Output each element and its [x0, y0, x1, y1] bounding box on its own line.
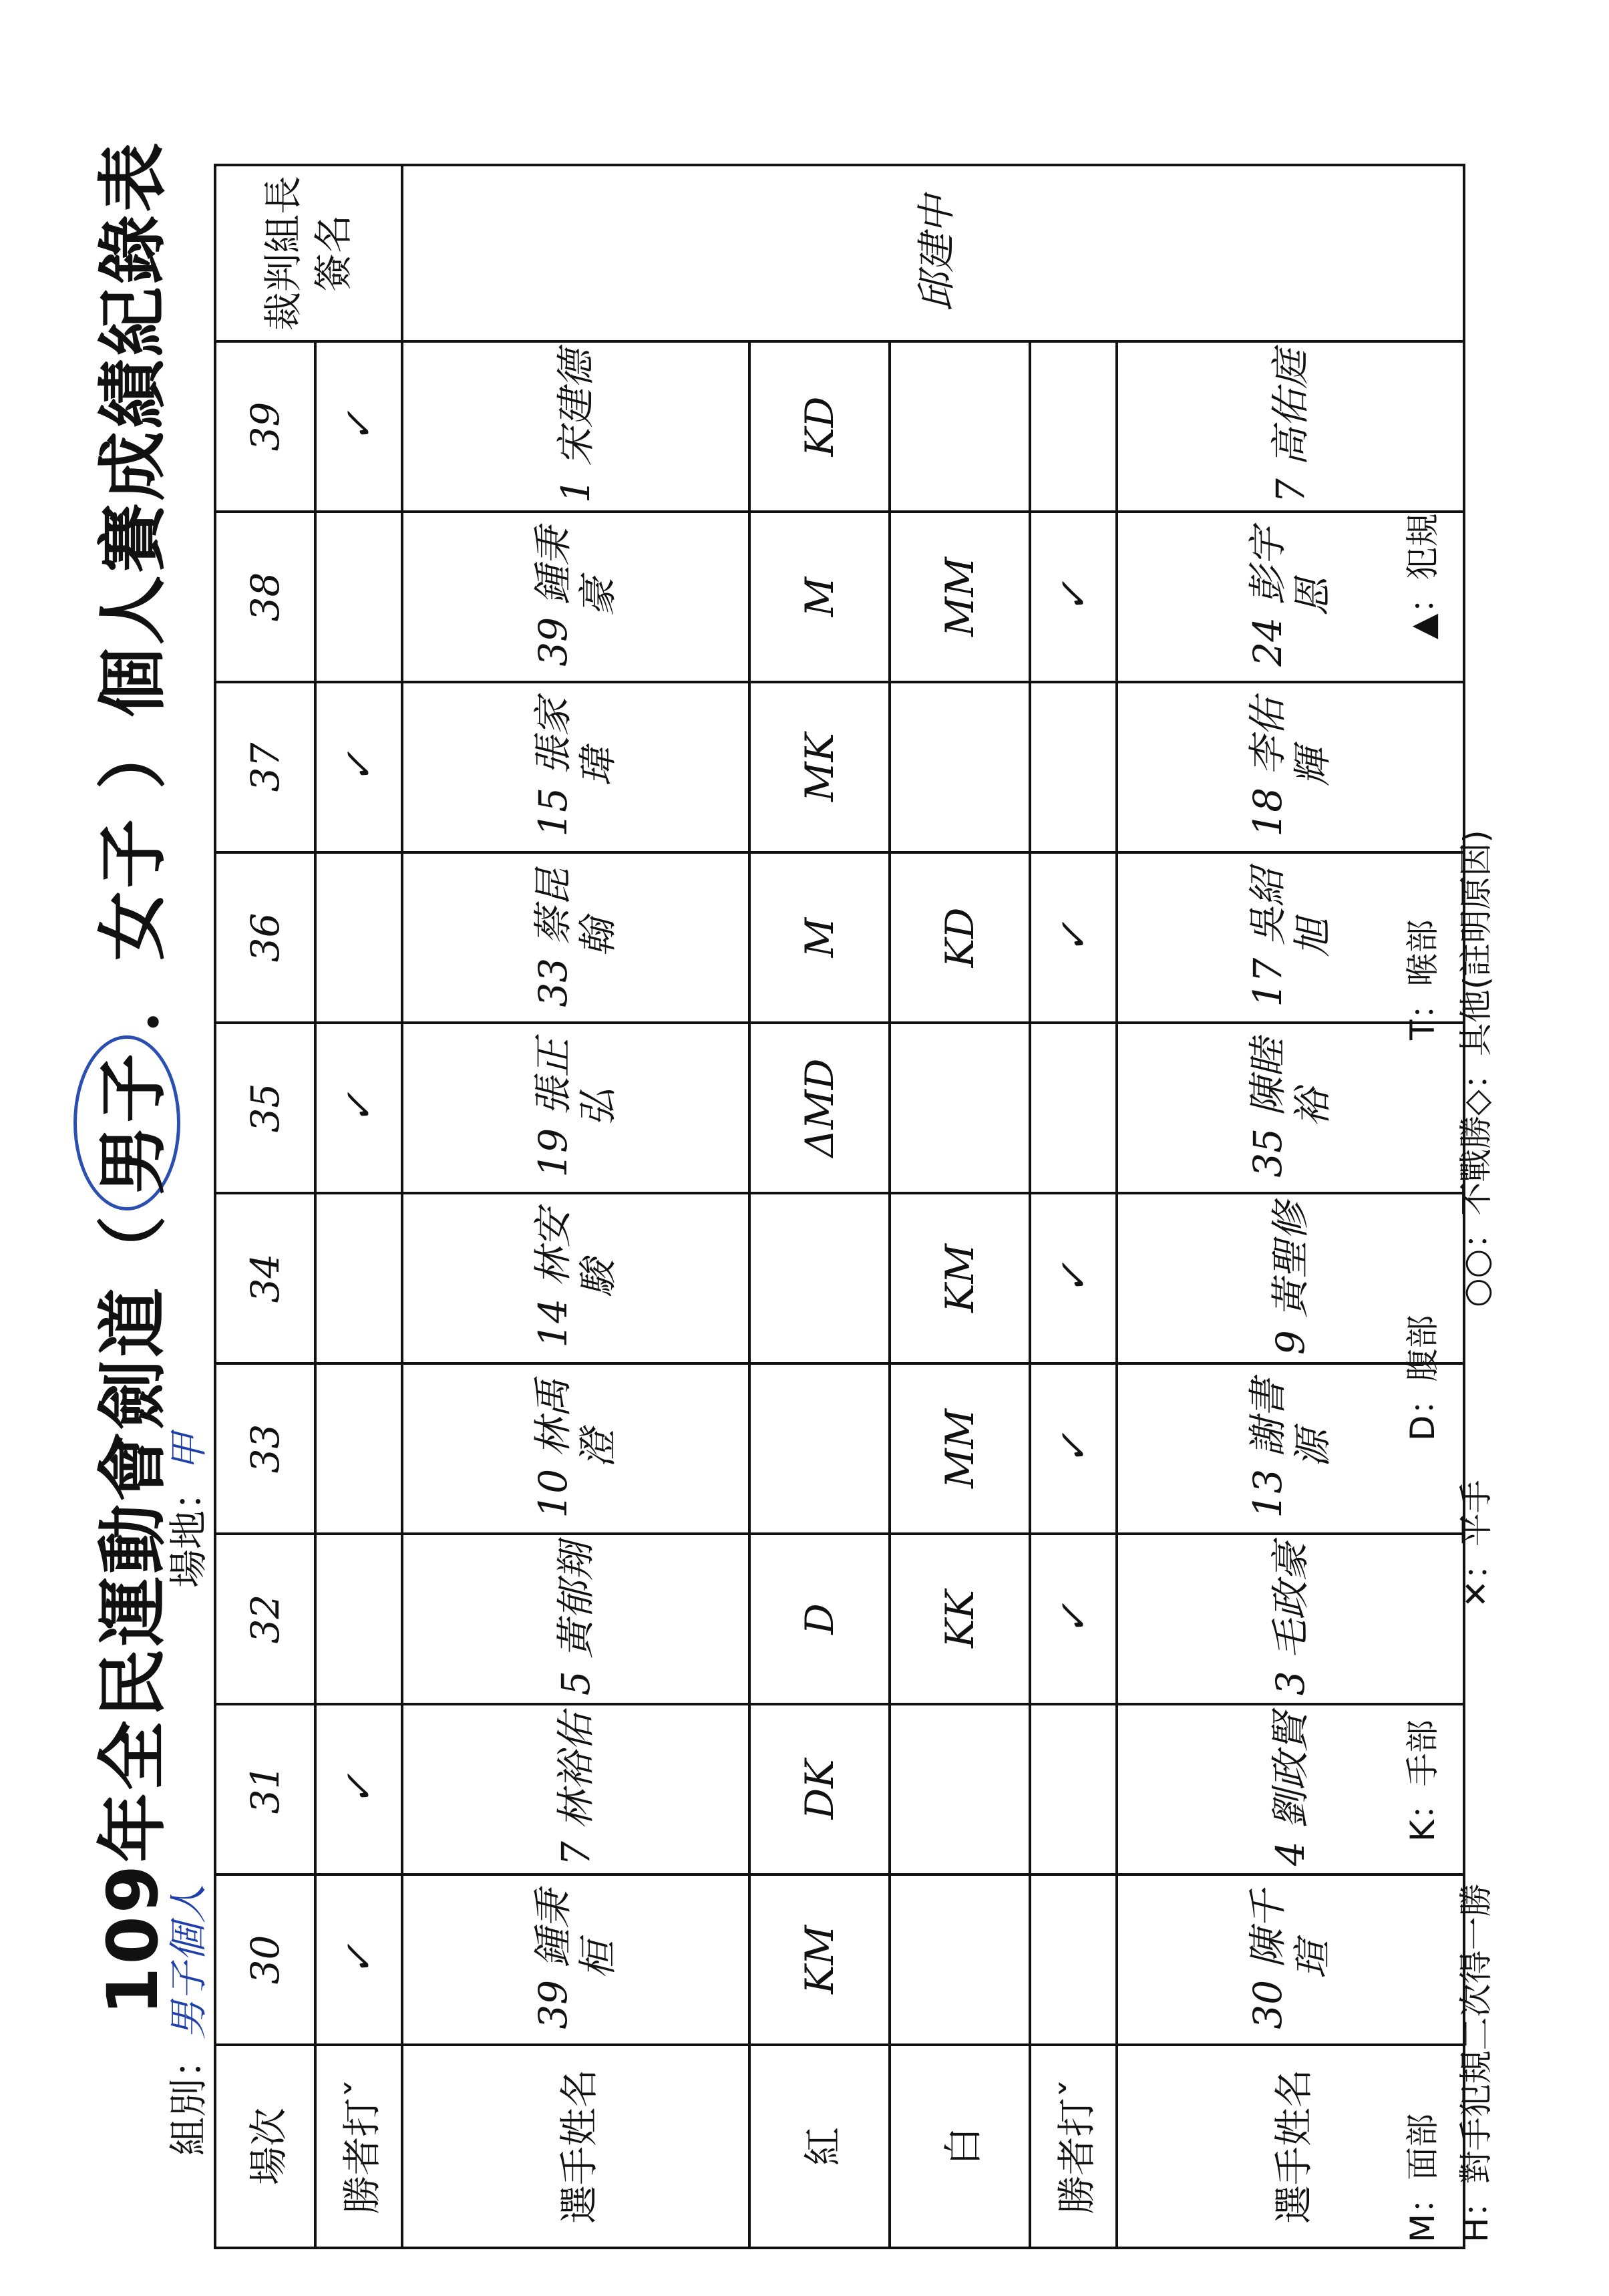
table-row: [1030, 165, 1117, 2248]
cell-top-name: 15 張家瑋: [402, 682, 749, 852]
table-row: [315, 165, 402, 2248]
cell-bottom-win: [1030, 1023, 1117, 1193]
cell-bottom-name: 24 彭宇恩: [1117, 512, 1464, 682]
legend-item: ○○：不戰勝◇：其他(註明原因): [1457, 830, 1495, 1307]
cell-no: 33: [215, 1363, 315, 1534]
table-row: [215, 165, 315, 2248]
page-title: [73, 140, 180, 2015]
cell-top-name: 33 蔡昆翰: [402, 852, 749, 1023]
cell-top-name: 7 林裕佑: [402, 1704, 749, 1874]
cell-white: MM: [890, 1363, 1030, 1534]
cell-no: 31: [215, 1704, 315, 1874]
results-table: [214, 164, 1465, 2249]
cell-top-win: ✓: [315, 341, 402, 512]
row-header-white: 白: [890, 2045, 1030, 2248]
cell-bottom-name: 3 毛政豪: [1117, 1534, 1464, 1704]
cell-red: M: [749, 512, 890, 682]
table-row: [890, 165, 1030, 2248]
cell-top-name: 10 林禹澄: [402, 1363, 749, 1534]
legend-item: ▲：犯規: [1403, 513, 1442, 639]
cell-no: 37: [215, 682, 315, 852]
signature-header: 裁判組長簽名: [215, 165, 402, 341]
cell-top-win: ✓: [315, 1874, 402, 2045]
cell-red: D: [749, 1534, 890, 1704]
cell-top-win: [315, 1363, 402, 1534]
cell-no: 35: [215, 1023, 315, 1193]
cell-white: KK: [890, 1534, 1030, 1704]
cell-bottom-name: 17 吳紹旭: [1117, 852, 1464, 1023]
legend-item: H：對手犯規二次得一勝: [1457, 1883, 1495, 2243]
cell-top-name: 1 宋建德: [402, 341, 749, 512]
cell-bottom-name: 13 謝書源: [1117, 1363, 1464, 1534]
cell-bottom-win: ✓: [1030, 1534, 1117, 1704]
cell-white: [890, 1704, 1030, 1874]
table-row: [402, 165, 749, 2248]
cell-bottom-name: 9 黃聖修: [1117, 1193, 1464, 1363]
row-header-match-no: 場次: [215, 2045, 315, 2248]
group-label: 組別：: [166, 2039, 211, 2156]
legend-item: D：腹部: [1403, 1315, 1442, 1441]
cell-bottom-name: 4 劉政賢: [1117, 1704, 1464, 1874]
cell-bottom-win: [1030, 682, 1117, 852]
row-header-player-bottom: 選手姓名: [1117, 2045, 1464, 2248]
title-circled-option: 男子: [73, 1035, 180, 1210]
signature-handwritten: 邱建中: [402, 165, 1464, 341]
venue-field: [157, 1433, 213, 1588]
cell-white: MM: [890, 512, 1030, 682]
table-row: [749, 165, 890, 2248]
row-header-winner-bottom: 勝者打ˇ: [1030, 2045, 1117, 2248]
legend-item: T：喉部: [1403, 919, 1442, 1040]
cell-white: KD: [890, 852, 1030, 1023]
cell-red: DK: [749, 1704, 890, 1874]
cell-bottom-win: [1030, 1704, 1117, 1874]
group-value: 男子個人: [166, 1884, 211, 2039]
cell-top-name: 5 黃郁翔: [402, 1534, 749, 1704]
row-header-red: 紅: [749, 2045, 890, 2248]
legend-item: M：面部: [1403, 2113, 1442, 2243]
cell-bottom-win: ✓: [1030, 1363, 1117, 1534]
cell-red: KM: [749, 1874, 890, 2045]
cell-red: M: [749, 852, 890, 1023]
cell-red: [749, 1193, 890, 1363]
legend-item: ✕：平手: [1457, 1480, 1495, 1608]
cell-top-win: ✓: [315, 1023, 402, 1193]
cell-white: [890, 341, 1030, 512]
cell-top-win: [315, 1534, 402, 1704]
legend-item: K：手部: [1403, 1719, 1442, 1842]
legend-line-2: [1449, 506, 1497, 2243]
cell-bottom-name: 35 陳睦裕: [1117, 1023, 1464, 1193]
cell-top-name: 39 鍾秉豪: [402, 512, 749, 682]
cell-no: 30: [215, 1874, 315, 2045]
cell-top-name: 39 鍾秉桓: [402, 1874, 749, 2045]
cell-no: 34: [215, 1193, 315, 1363]
cell-bottom-name: 18 李佑輝: [1117, 682, 1464, 852]
cell-white: [890, 682, 1030, 852]
cell-white: [890, 1874, 1030, 2045]
cell-bottom-win: [1030, 341, 1117, 512]
cell-top-win: [315, 852, 402, 1023]
venue-label: 場地：: [166, 1471, 211, 1588]
cell-bottom-win: [1030, 1874, 1117, 2045]
row-header-player-top: 選手姓名: [402, 2045, 749, 2248]
venue-value: 甲: [166, 1432, 211, 1472]
cell-bottom-win: ✓: [1030, 1193, 1117, 1363]
cell-no: 36: [215, 852, 315, 1023]
cell-top-win: [315, 1193, 402, 1363]
cell-top-name: 14 林安駿: [402, 1193, 749, 1363]
cell-bottom-name: 7 高佑庭: [1117, 341, 1464, 512]
cell-white: [890, 1023, 1030, 1193]
cell-top-win: [315, 512, 402, 682]
cell-red: MK: [749, 682, 890, 852]
cell-no: 39: [215, 341, 315, 512]
cell-white: KM: [890, 1193, 1030, 1363]
cell-bottom-win: ✓: [1030, 852, 1117, 1023]
cell-bottom-win: ✓: [1030, 512, 1117, 682]
title-prefix: 109年全民運動會劍道（: [92, 1212, 174, 2015]
cell-bottom-name: 30 陳千瑄: [1117, 1874, 1464, 2045]
cell-red: [749, 1363, 890, 1534]
cell-top-win: ✓: [315, 682, 402, 852]
cell-red: ΔMD: [749, 1023, 890, 1193]
cell-top-name: 19 張正弘: [402, 1023, 749, 1193]
group-field: [157, 1884, 213, 2156]
title-rest: ．女子 ）個人賽成績紀錄表: [92, 140, 174, 1033]
row-header-winner-top: 勝者打ˇ: [315, 2045, 402, 2248]
cell-red: KD: [749, 341, 890, 512]
cell-top-win: ✓: [315, 1704, 402, 1874]
cell-no: 38: [215, 512, 315, 682]
cell-no: 32: [215, 1534, 315, 1704]
legend-line-1: [1396, 372, 1444, 2243]
